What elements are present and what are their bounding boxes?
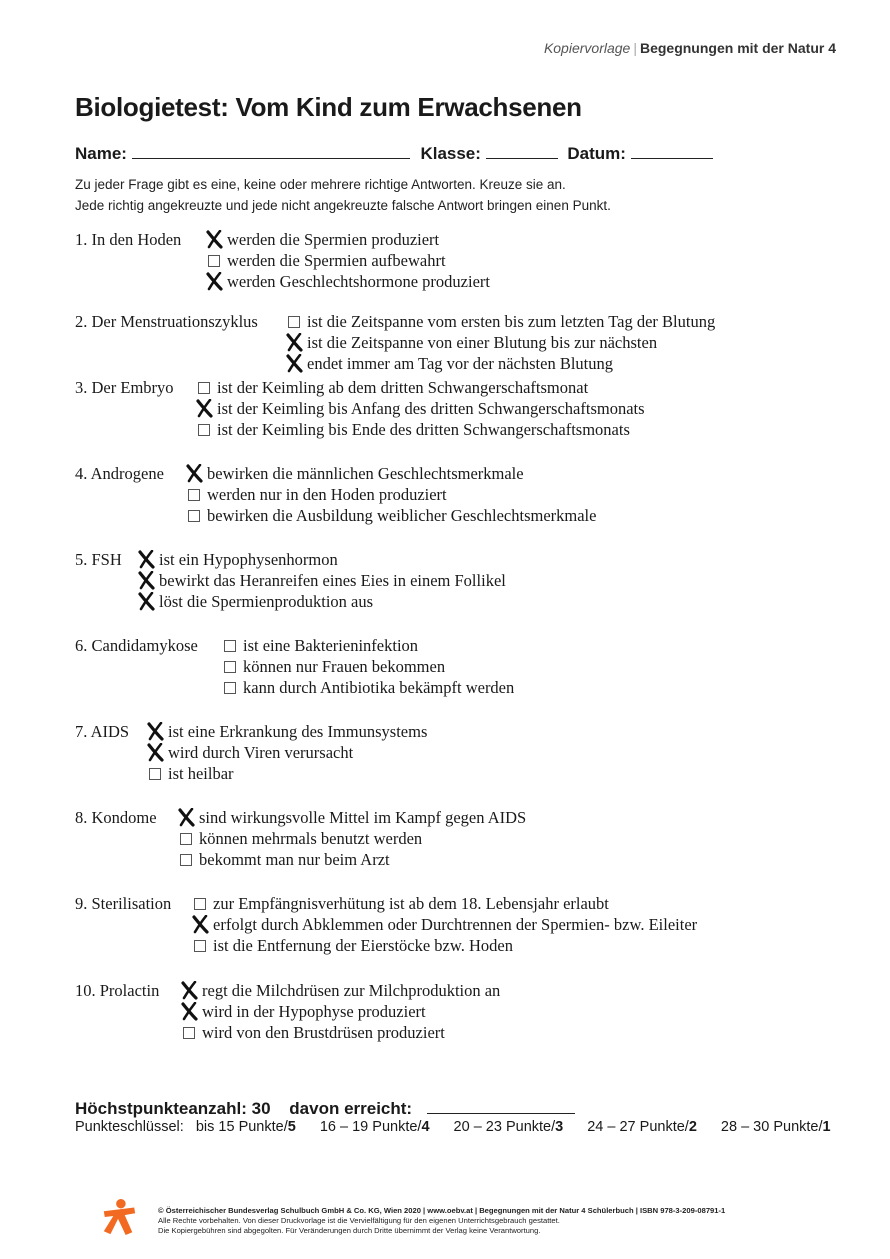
option[interactable] [148,742,427,763]
empty-box-icon [194,940,206,952]
empty-box-icon [198,382,210,394]
option[interactable] [287,353,715,374]
option[interactable] [187,505,596,526]
options-list [187,463,596,526]
option[interactable] [179,828,526,849]
option[interactable] [223,677,514,698]
option-text: werden Geschlechtshormone produziert [227,272,490,291]
option[interactable] [179,807,526,828]
footer-line-1: © Österreichischer Bundesverlag Schulbuch GmbH & Co. KG, Wien 2020 | www.oebv.at | Begegnungen mit der Natur 4 Schülerbuch | ISBN 978-3-209-08791-1 [158,1206,726,1215]
header-separator: | [633,40,637,56]
empty-box-icon [288,316,300,328]
footer-line-3: Die Kopiergebühren sind abgegolten. Für Veränderungen durch Dritte übernimmt der Verlag keine Verantwortung. [158,1226,541,1235]
option-text: wird in der Hypophyse produziert [202,1002,426,1021]
option-text: bewirken die männlichen Geschlechtsmerkmale [207,464,524,483]
cross-mark-icon [196,399,213,418]
checkbox[interactable] [187,467,201,481]
checkbox[interactable] [193,939,207,953]
option[interactable] [223,635,514,656]
checkbox[interactable] [139,595,153,609]
name-field[interactable] [132,142,410,159]
option-text: endet immer am Tag vor der nächsten Blutung [307,354,613,373]
option[interactable] [139,591,506,612]
option[interactable] [193,935,697,956]
instructions-line-2: Jede richtig angekreuzte und jede nicht angekreuzte falsche Antwort bringen einen Punkt. [75,198,611,213]
options-list [287,311,715,374]
empty-box-icon [224,661,236,673]
option[interactable] [207,250,490,271]
header [544,40,836,56]
option[interactable] [182,1001,500,1022]
option-text: wird von den Brustdrüsen produziert [202,1023,445,1042]
checkbox[interactable] [223,681,237,695]
question-label: 7. AIDS [75,722,130,741]
checkbox[interactable] [179,853,193,867]
options-list [148,721,427,784]
question-label: 2. Der Menstruationszyklus [75,312,258,331]
cross-mark-icon [147,722,164,741]
instructions-line-1: Zu jeder Frage gibt es eine, keine oder mehrere richtige Antworten. Kreuze sie an. [75,177,566,192]
option[interactable] [287,332,715,353]
option-text: ist der Keimling bis Ende des dritten Schwangerschaftsmonats [217,420,630,439]
class-label: Klasse: [420,144,481,163]
name-label: Name: [75,144,127,163]
question-label: 4. Androgene [75,464,164,483]
checkbox[interactable] [287,336,301,350]
checkbox[interactable] [139,553,153,567]
option[interactable] [223,656,514,677]
checkbox[interactable] [207,254,221,268]
checkbox[interactable] [223,660,237,674]
empty-box-icon [208,255,220,267]
option-text: kann durch Antibiotika bekämpft werden [243,678,515,697]
cross-mark-icon [138,550,155,569]
empty-box-icon [188,489,200,501]
class-field[interactable] [486,142,558,159]
option-text: löst die Spermienproduktion aus [159,592,374,611]
checkbox[interactable] [193,897,207,911]
key-entry: 24 – 27 Punkte/2 [587,1119,697,1135]
question-label: 9. Sterilisation [75,894,172,913]
option[interactable] [207,271,490,292]
option-text: ist eine Erkrankung des Immunsystems [168,722,428,741]
option-text: bewirken die Ausbildung weiblicher Geschlechtsmerkmale [207,506,597,525]
checkbox[interactable] [193,918,207,932]
option[interactable] [139,549,506,570]
cross-mark-icon [138,571,155,590]
option-text: sind wirkungsvolle Mittel im Kampf gegen AIDS [199,808,527,827]
option-text: zur Empfängnisverhütung ist ab dem 18. Lebensjahr erlaubt [213,894,609,913]
question-label: 1. In den Hoden [75,230,182,249]
options-list [193,893,697,956]
checkbox[interactable] [197,402,211,416]
option-text: bekommt man nur beim Arzt [199,850,390,869]
option-text: ist der Keimling bis Anfang des dritten Schwangerschaftsmonats [217,399,645,418]
checkbox[interactable] [148,746,162,760]
option-text: regt die Milchdrüsen zur Milchproduktion an [202,981,501,1000]
option-text: können mehrmals benutzt werden [199,829,423,848]
option[interactable] [182,980,500,1001]
score-row [75,1097,575,1119]
options-list [207,229,490,292]
footer [158,1206,758,1236]
option-text: ist eine Bakterieninfektion [243,636,419,655]
checkbox[interactable] [179,832,193,846]
checkbox[interactable] [182,1005,196,1019]
checkbox[interactable] [182,1026,196,1040]
cross-mark-icon [138,592,155,611]
question-label: 6. Candidamykose [75,636,198,655]
cross-mark-icon [192,915,209,934]
option-text: wird durch Viren verursacht [168,743,354,762]
cross-mark-icon [206,230,223,249]
achieved-label: davon erreicht: [289,1099,413,1118]
key-entry: 16 – 19 Punkte/4 [319,1119,430,1135]
options-list [223,635,514,698]
header-book-title: Begegnungen mit der Natur 4 [639,40,836,56]
cross-mark-icon [147,743,164,762]
options-list [179,807,526,870]
date-label: Datum: [567,144,626,163]
cross-mark-icon [181,981,198,1000]
date-field[interactable] [631,142,713,159]
grading-key [75,1119,851,1135]
option-text: ist ein Hypophysenhormon [159,550,338,569]
student-info-row [75,142,713,164]
empty-box-icon [198,424,210,436]
checkbox[interactable] [148,725,162,739]
option-text: ist die Zeitspanne vom ersten bis zum letzten Tag der Blutung [307,312,716,331]
option[interactable] [148,721,427,742]
question-label: 5. FSH [75,550,122,569]
checkbox[interactable] [187,509,201,523]
option[interactable] [197,377,645,398]
checkbox[interactable] [197,381,211,395]
cross-mark-icon [206,272,223,291]
option-text: ist der Keimling ab dem dritten Schwangerschaftsmonat [217,378,589,397]
empty-box-icon [180,854,192,866]
empty-box-icon [194,898,206,910]
empty-box-icon [188,510,200,522]
key-entry: 20 – 23 Punkte/3 [453,1119,564,1135]
key-entry: 28 – 30 Punkte/1 [720,1119,831,1135]
options-list [139,549,506,612]
checkbox[interactable] [179,811,193,825]
checkbox[interactable] [139,574,153,588]
empty-box-icon [224,640,236,652]
cross-mark-icon [286,333,303,352]
option[interactable] [179,849,526,870]
max-points-label: Höchstpunkteanzahl: 30 [75,1099,271,1118]
cross-mark-icon [186,464,203,483]
option[interactable] [193,893,697,914]
option[interactable] [287,311,715,332]
option-text: ist heilbar [168,764,234,783]
empty-box-icon [149,768,161,780]
option-text: werden die Spermien aufbewahrt [227,251,446,270]
checkbox[interactable] [182,984,196,998]
option[interactable] [182,1022,500,1043]
checkbox[interactable] [287,357,301,371]
checkbox[interactable] [207,233,221,247]
question-label: 3. Der Embryo [75,378,174,397]
key-entry: bis 15 Punkte/5 [195,1119,296,1135]
option[interactable] [148,763,427,784]
footer-line-2: Alle Rechte vorbehalten. Von dieser Druckvorlage ist die Vervielfältigung für den eigenen Unterrichtsgebrauch gestattet. [158,1216,560,1225]
option-text: werden die Spermien produziert [227,230,440,249]
key-label: Punkteschlüssel: [75,1119,184,1135]
achieved-field[interactable] [427,1097,575,1114]
question-label: 8. Kondome [75,808,157,827]
question-label: 10. Prolactin [75,981,160,1000]
cross-mark-icon [286,354,303,373]
empty-box-icon [183,1027,195,1039]
publisher-logo-icon [100,1198,138,1236]
page-title: Biologietest: Vom Kind zum Erwachsenen [75,92,582,122]
empty-box-icon [224,682,236,694]
option[interactable] [197,398,645,419]
options-list [182,980,500,1043]
option[interactable] [139,570,506,591]
option-text: erfolgt durch Abklemmen oder Durchtrennen der Spermien- bzw. Eileiter [213,915,698,934]
checkbox[interactable] [223,639,237,653]
checkbox[interactable] [187,488,201,502]
checkbox[interactable] [207,275,221,289]
cross-mark-icon [181,1002,198,1021]
header-label: Kopiervorlage [543,40,631,56]
option[interactable] [187,463,596,484]
option[interactable] [193,914,697,935]
options-list [197,377,645,440]
option[interactable] [207,229,490,250]
checkbox[interactable] [197,423,211,437]
option-text: können nur Frauen bekommen [243,657,446,676]
checkbox[interactable] [287,315,301,329]
option-text: bewirkt das Heranreifen eines Eies in einem Follikel [159,571,506,590]
option[interactable] [187,484,596,505]
option[interactable] [197,419,645,440]
empty-box-icon [180,833,192,845]
option-text: ist die Zeitspanne von einer Blutung bis zur nächsten [307,333,658,352]
checkbox[interactable] [148,767,162,781]
option-text: werden nur in den Hoden produziert [207,485,447,504]
cross-mark-icon [178,808,195,827]
option-text: ist die Entfernung der Eierstöcke bzw. Hoden [213,936,513,955]
